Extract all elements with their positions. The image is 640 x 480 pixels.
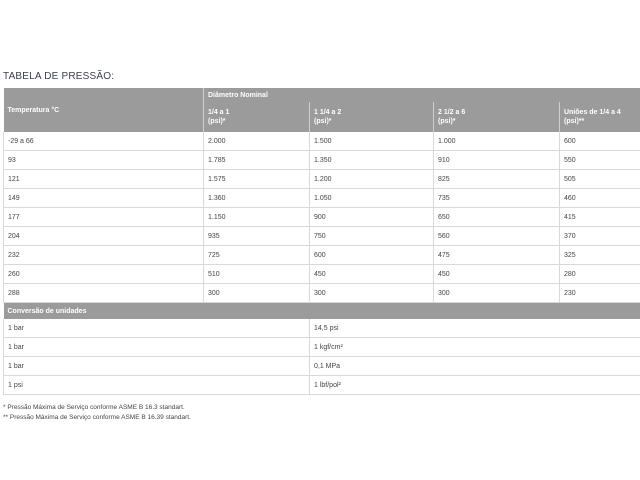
- pressure-cell: 300: [204, 284, 310, 303]
- temperature-cell: 93: [4, 151, 204, 170]
- pressure-cell: 600: [560, 132, 640, 151]
- pressure-cell: 280: [560, 265, 640, 284]
- pressure-cell: 1.785: [204, 151, 310, 170]
- table-row: [4, 208, 640, 227]
- footnote: ** Pressão Máxima de Serviço conforme ASME B 16.39 standart.: [3, 414, 191, 421]
- conversion-row: [4, 319, 640, 338]
- pressure-cell: 725: [204, 246, 310, 265]
- pressure-cell: 2.000: [204, 132, 310, 151]
- pressure-cell: 1.350: [310, 151, 434, 170]
- pressure-cell: 1.575: [204, 170, 310, 189]
- temperature-cell: 149: [4, 189, 204, 208]
- pressure-cell: 1.050: [310, 189, 434, 208]
- pressure-cell: 600: [310, 246, 434, 265]
- temperature-cell: 121: [4, 170, 204, 189]
- pressure-cell: 735: [434, 189, 560, 208]
- conversion-unit-cell: 1 bar: [4, 357, 310, 376]
- pressure-table-body: [4, 132, 640, 303]
- conversion-row: [4, 357, 640, 376]
- footnote: * Pressão Máxima de Serviço conforme ASME B 16.3 standart.: [3, 404, 185, 411]
- temperature-header: Temperatura °C: [7, 106, 60, 114]
- temperature-cell: 232: [4, 246, 204, 265]
- conversion-value-cell: 14,5 psi: [310, 319, 640, 338]
- temperature-cell: -29 a 66: [4, 132, 204, 151]
- pressure-cell: 1.200: [310, 170, 434, 189]
- conversion-unit-cell: 1 bar: [4, 338, 310, 357]
- pressure-cell: 505: [560, 170, 640, 189]
- temperature-header-cell: [4, 88, 204, 132]
- pressure-cell: 415: [560, 208, 640, 227]
- pressure-cell: 300: [310, 284, 434, 303]
- pressure-table-container: [3, 88, 640, 395]
- pressure-cell: 1.360: [204, 189, 310, 208]
- pressure-cell: 900: [310, 208, 434, 227]
- pressure-cell: 935: [204, 227, 310, 246]
- page-title: TABELA DE PRESSÃO:: [3, 71, 115, 82]
- column-header-1: 1/4 a 1 (psi)*: [204, 102, 310, 132]
- conversion-row: [4, 376, 640, 395]
- footnotes: [3, 403, 191, 423]
- table-row: [4, 189, 640, 208]
- column-header-2: 1 1/4 a 2 (psi)*: [310, 102, 434, 132]
- conversion-value-cell: 1 lbf/pol²: [310, 376, 640, 395]
- table-row: [4, 170, 640, 189]
- conversion-unit-cell: 1 psi: [4, 376, 310, 395]
- pressure-cell: 450: [310, 265, 434, 284]
- pressure-cell: 910: [434, 151, 560, 170]
- temperature-cell: 177: [4, 208, 204, 227]
- conversion-value-cell: 0,1 MPa: [310, 357, 640, 376]
- conversion-row: [4, 338, 640, 357]
- pressure-cell: 750: [310, 227, 434, 246]
- temperature-cell: 204: [4, 227, 204, 246]
- pressure-cell: 510: [204, 265, 310, 284]
- table-row: [4, 265, 640, 284]
- table-row: [4, 132, 640, 151]
- temperature-cell: 260: [4, 265, 204, 284]
- nominal-diameter-header: Diâmetro Nominal: [204, 88, 640, 102]
- conversion-value-cell: 1 kgf/cm²: [310, 338, 640, 357]
- pressure-cell: 370: [560, 227, 640, 246]
- column-header-4: Uniões de 1/4 a 4 (psi)**: [560, 102, 640, 132]
- table-row: [4, 284, 640, 303]
- pressure-cell: 1.500: [310, 132, 434, 151]
- pressure-cell: 300: [434, 284, 560, 303]
- pressure-cell: 550: [560, 151, 640, 170]
- conversion-unit-cell: 1 bar: [4, 319, 310, 338]
- pressure-cell: 1.150: [204, 208, 310, 227]
- table-row: [4, 246, 640, 265]
- pressure-cell: 1.000: [434, 132, 560, 151]
- column-header-3: 2 1/2 a 6 (psi)*: [434, 102, 560, 132]
- pressure-cell: 325: [560, 246, 640, 265]
- pressure-cell: 825: [434, 170, 560, 189]
- pressure-cell: 460: [560, 189, 640, 208]
- pressure-table: [3, 88, 640, 395]
- pressure-cell: 230: [560, 284, 640, 303]
- pressure-cell: 450: [434, 265, 560, 284]
- temperature-cell: 288: [4, 284, 204, 303]
- conversion-table-body: [4, 319, 640, 395]
- pressure-cell: 650: [434, 208, 560, 227]
- conversion-header: Conversão de unidades: [4, 303, 640, 320]
- pressure-cell: 475: [434, 246, 560, 265]
- table-row: [4, 227, 640, 246]
- pressure-cell: 560: [434, 227, 560, 246]
- table-row: [4, 151, 640, 170]
